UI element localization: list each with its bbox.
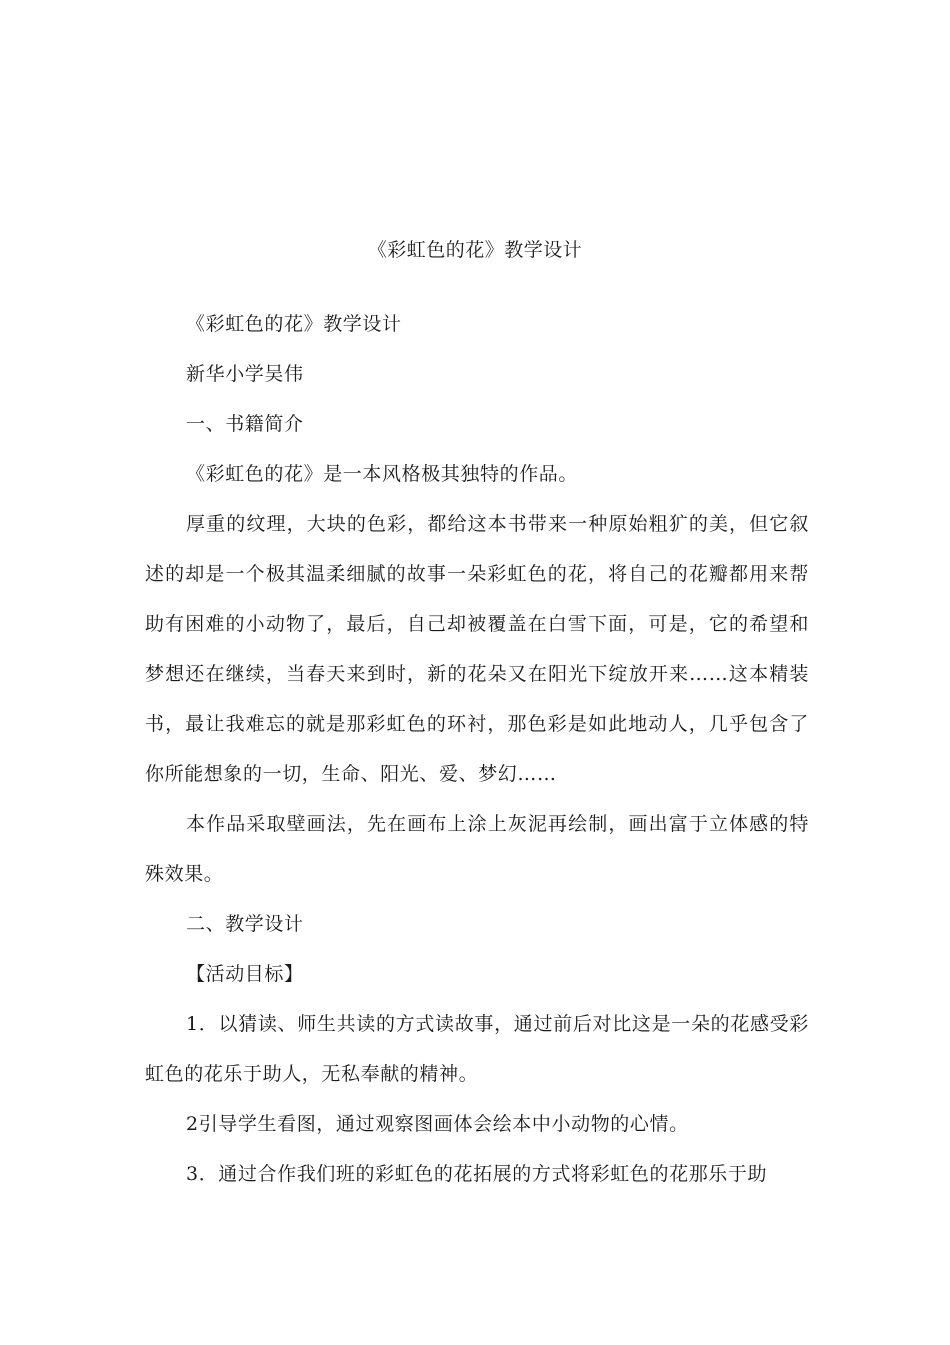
- paragraph-intro: 《彩虹色的花》是一本风格极其独特的作品。: [186, 463, 579, 485]
- section-heading-teaching-design: 二、教学设计: [186, 913, 304, 935]
- subheading-activity-goals: 【活动目标】: [186, 963, 304, 985]
- goal-item-1: 1．以猜读、师生共读的方式读故事，通过前后对比这是一朵的花感受彩虹色的花乐于助人，无私奉献的精神。: [145, 1013, 809, 1085]
- paragraph-technique: 本作品采取壁画法，先在画布上涂上灰泥再绘制，画出富于立体感的特殊效果。: [145, 813, 809, 885]
- section-heading-book-intro: 一、书籍简介: [186, 413, 304, 435]
- goal-item-2: 2引导学生看图，通过观察图画体会绘本中小动物的心情。: [186, 1113, 689, 1135]
- document-body: [145, 299, 809, 1199]
- paragraph-author: 新华小学吴伟: [186, 363, 304, 385]
- paragraph-story-summary: 厚重的纹理，大块的色彩，都给这本书带来一种原始粗犷的美，但它叙述的却是一个极其温柔细腻的故事一朵彩虹色的花，将自己的花瓣都用来帮助有困难的小动物了，最后，自己却被覆盖在白雪下面，可是，它的希望和梦想还在继续，当春天来到时，新的花朵又在阳光下绽放开来……这本精装书，最让我难忘的就是那彩虹色的环衬，那色彩是如此地动人，几乎包含了你所能想象的一切，生命、阳光、爱、梦幻……: [145, 513, 809, 785]
- goal-item-3: 3．通过合作我们班的彩虹色的花拓展的方式将彩虹色的花那乐于助: [186, 1163, 768, 1185]
- paragraph-subtitle: 《彩虹色的花》教学设计: [186, 313, 402, 335]
- document-title: 《彩虹色的花》教学设计: [367, 239, 583, 261]
